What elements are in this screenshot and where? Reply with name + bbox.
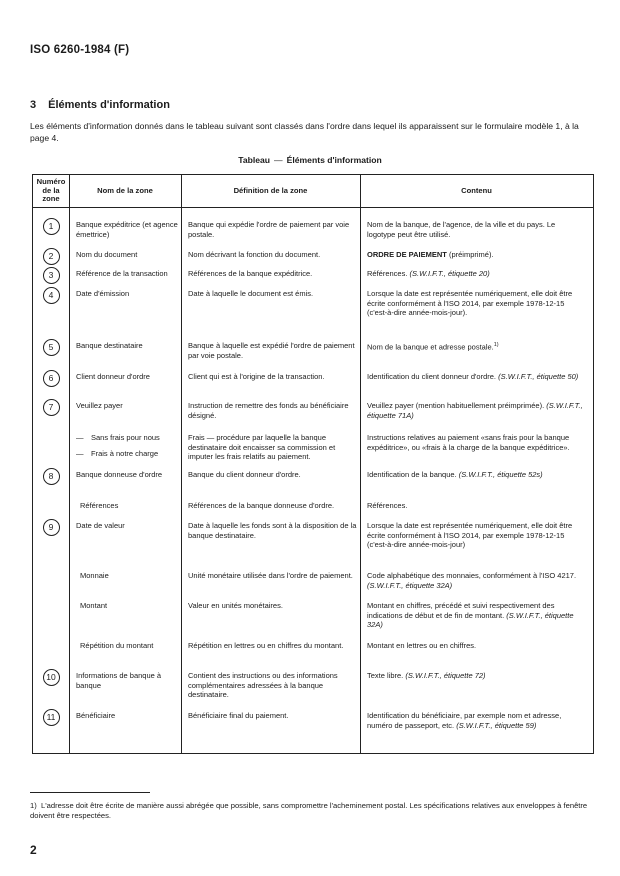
- zone-definition: Banque à laquelle est expédié l'ordre de paiement par voie postale.: [188, 341, 355, 360]
- zone-name: Date d'émission: [76, 289, 130, 298]
- zone-name: Référence de la transaction: [76, 269, 168, 278]
- zone-number-circle: 6: [43, 370, 60, 387]
- zone-definition: Valeur en unités monétaires.: [188, 601, 283, 610]
- header-name: Nom de la zone: [97, 185, 153, 195]
- zone-content: Références.: [367, 501, 408, 510]
- document-header: ISO 6260-1984 (F): [30, 44, 130, 56]
- zone-name: Date de valeur: [76, 521, 125, 530]
- header-num: Numéro de la zone: [36, 177, 66, 204]
- zone-definition: Instruction de remettre des fonds au bénéficiaire désigné.: [188, 401, 349, 420]
- page-number: 2: [30, 843, 37, 857]
- zone-content: ORDRE DE PAIEMENT (préimprimé).: [367, 250, 494, 259]
- zone-number-circle: 4: [43, 287, 60, 304]
- column-divider: [69, 175, 70, 753]
- section-intro: Les éléments d'information donnés dans le tableau suivant sont classés dans l'ordre dans lequel ils apparaissent sur le formulaire modèle 1, à la page 4.: [30, 121, 579, 143]
- footnote-text: L'adresse doit être écrite de manière aussi abrégée que possible, sans compromettre l'acheminement postal. Les spécifications relatives aux enveloppes à fenêtre doivent être respectées.: [30, 801, 588, 821]
- zone-content: Lorsque la date est représentée numériquement, elle doit être écrite conformément à l'ISO 2014, par exemple 1978-12-15 (c'est-à-dire année-mois-jour): [367, 521, 573, 550]
- zone-definition: Frais — procédure par laquelle la banque destinataire doit encaisser sa commission et imputer les frais relatifs au paiement.: [188, 433, 336, 462]
- zone-number-circle: 1: [43, 218, 60, 235]
- zone-content: Veuillez payer (mention habituellement préimprimée). (S.W.I.F.T., étiquette 71A): [367, 401, 583, 420]
- zone-content: Nom de la banque et adresse postale.$^{1)}$: [367, 342, 499, 352]
- zone-content: Lorsque la date est représentée numériquement, elle doit être écrite conformément à l'ISO 2014, par exemple 1978-12-15 (c'est-à-dire année-mois-jour).: [367, 289, 573, 318]
- zone-name: Monnaie: [80, 571, 109, 580]
- zone-name-options: [76, 433, 180, 458]
- zone-content: Identification de la banque. (S.W.I.F.T., étiquette 52s): [367, 470, 543, 479]
- zone-content: Identification du bénéficiaire, par exemple nom et adresse, numéro de passeport, etc. (S.W.I.F.T., étiquette 59): [367, 711, 562, 730]
- zone-definition: Banque du client donneur d'ordre.: [188, 470, 301, 479]
- zone-definition: Banque qui expédie l'ordre de paiement par voie postale.: [188, 220, 350, 239]
- zone-number-circle: 7: [43, 399, 60, 416]
- zone-content: Instructions relatives au paiement «sans frais pour la banque expéditrice», ou «frais à la charge de la banque expéditrice».: [367, 433, 570, 452]
- zone-number-circle: 5: [43, 339, 60, 356]
- table-caption: Tableau — Éléments d'information: [238, 155, 382, 165]
- zone-name: Informations de banque à banque: [76, 671, 162, 690]
- zone-definition: Contient des instructions ou des informations complémentaires adressées à la banque destinataire.: [188, 671, 338, 700]
- zone-content: Code alphabétique des monnaies, conformément à l'ISO 4217. (S.W.I.F.T., étiquette 32A): [367, 571, 577, 590]
- column-divider: [181, 175, 182, 753]
- zone-number-circle: 3: [43, 267, 60, 284]
- zone-content: Texte libre. (S.W.I.F.T., étiquette 72): [367, 671, 486, 680]
- header-definition: Définition de la zone: [233, 185, 308, 195]
- zone-definition: Bénéficiaire final du paiement.: [188, 711, 289, 720]
- zone-definition: Date à laquelle les fonds sont à la disposition de la banque destinataire.: [188, 521, 357, 540]
- zone-name: Bénéficiaire: [76, 711, 116, 720]
- zone-name: Répétition du montant: [80, 641, 154, 650]
- zone-name: Client donneur d'ordre: [76, 372, 150, 381]
- section-title: Éléments d'information: [48, 99, 170, 111]
- zone-number-circle: 10: [43, 669, 60, 686]
- zone-name: Nom du document: [76, 250, 138, 259]
- option-line: — Frais à notre charge: [76, 448, 159, 458]
- zone-name: Banque expéditrice (et agence émettrice): [76, 220, 178, 239]
- option-label: Sans frais pour nous: [91, 433, 160, 442]
- zone-content: Identification du client donneur d'ordre. (S.W.I.F.T., étiquette 50): [367, 372, 579, 381]
- zone-content: Nom de la banque, de l'agence, de la ville et du pays. Le logotype peut être utilisé.: [367, 220, 556, 239]
- column-divider: [360, 175, 361, 753]
- footnote: [30, 801, 595, 822]
- section-number: 3: [30, 99, 37, 111]
- footnote-divider: [30, 792, 150, 793]
- zone-name: Veuillez payer: [76, 401, 123, 410]
- zone-number-circle: 9: [43, 519, 60, 536]
- zone-definition: Unité monétaire utilisée dans l'ordre de paiement.: [188, 571, 353, 580]
- zone-definition: Références de la banque expéditrice.: [188, 269, 313, 278]
- section-heading: [30, 99, 170, 111]
- zone-name: Banque destinataire: [76, 341, 143, 350]
- zone-number-circle: 11: [43, 709, 60, 726]
- zone-name: Références: [80, 501, 119, 510]
- zone-content: Références. (S.W.I.F.T., étiquette 20): [367, 269, 490, 278]
- zone-number-circle: 8: [43, 468, 60, 485]
- zone-content: Montant en chiffres, précédé et suivi respectivement des indications de début et de fin de montant. (S.W.I.F.T., étiquette 32A): [367, 601, 574, 630]
- header-content: Contenu: [461, 185, 492, 195]
- header-divider: [33, 207, 593, 208]
- option-line: — Sans frais pour nous: [76, 433, 160, 442]
- zone-definition: Nom décrivant la fonction du document.: [188, 250, 321, 259]
- zone-name: Banque donneuse d'ordre: [76, 470, 163, 479]
- zone-content: Montant en lettres ou en chiffres.: [367, 641, 477, 650]
- zone-number-circle: 2: [43, 248, 60, 265]
- information-table: [32, 174, 594, 754]
- zone-definition: Client qui est à l'origine de la transaction.: [188, 372, 325, 381]
- zone-name: Montant: [80, 601, 108, 610]
- zone-definition: Références de la banque donneuse d'ordre.: [188, 501, 335, 510]
- option-label: Frais à notre charge: [91, 448, 159, 458]
- zone-definition: Répétition en lettres ou en chiffres du montant.: [188, 641, 344, 650]
- zone-definition: Date à laquelle le document est émis.: [188, 289, 314, 298]
- footnote-mark: 1): [30, 801, 37, 810]
